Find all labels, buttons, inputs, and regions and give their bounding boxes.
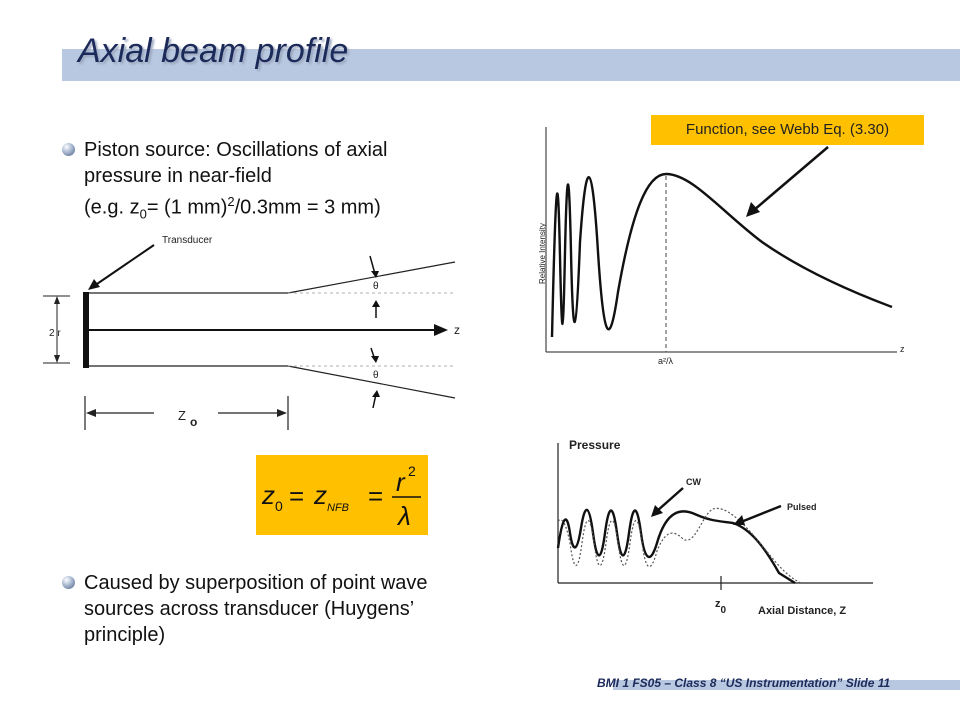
theta-label-bottom: θ (373, 370, 379, 381)
zo-main: Z (178, 408, 186, 423)
bullet-text-huygens (84, 570, 428, 648)
arrowhead (372, 390, 380, 397)
bullet-icon (62, 143, 75, 156)
bullet-line: Piston source: Oscillations of axial (84, 139, 388, 161)
cw-pointer-arrow (657, 488, 683, 511)
bullet-line-formula (84, 189, 387, 228)
bullet-line: pressure in near-field (84, 165, 272, 187)
transducer-element (83, 292, 89, 368)
bullet-line: principle) (84, 624, 166, 646)
pressure-plot (543, 433, 918, 628)
subscript: 0 (139, 206, 147, 222)
beam-divergence-top (288, 262, 455, 293)
pulsed-pointer-arrow (741, 506, 781, 522)
slide-title: Axial beam profile (78, 32, 349, 70)
arrowhead (746, 202, 760, 217)
formula-numerator: r (396, 467, 405, 497)
arrowhead (434, 324, 448, 336)
width-label: 2 r (49, 328, 61, 339)
relative-intensity-plot (532, 122, 930, 367)
arrowhead (86, 409, 96, 417)
zo-sub: o (189, 415, 198, 429)
superscript: 2 (227, 194, 235, 209)
y-axis-label: Pressure (569, 438, 621, 452)
pulsed-curve (558, 508, 801, 583)
cw-label: CW (686, 477, 701, 487)
callout-webb-equation: Function, see Webb Eq. (3.30) (651, 115, 924, 145)
callout-arrow (740, 140, 835, 220)
x-axis-label: z (900, 344, 905, 354)
z0-label (715, 598, 727, 616)
text: (e.g. z (84, 196, 140, 219)
transducer-pointer-arrow (94, 245, 154, 286)
arrowhead (54, 355, 60, 363)
formula-denominator: λ (398, 501, 411, 531)
arrowhead (733, 515, 745, 525)
intensity-curve (552, 174, 892, 337)
formula-znfb: z (314, 480, 327, 510)
axis-label-z: z (454, 323, 460, 337)
slide-footer: BMI 1 FS05 – Class 8 “US Instrumentation” Slide 11 (597, 676, 891, 690)
y-axis-label: Relative Intensity (538, 223, 547, 284)
near-field-formula (256, 455, 428, 535)
formula-z0: z (262, 480, 275, 510)
bullet-text-piston-source (84, 137, 387, 228)
text: /0.3mm = 3 mm) (234, 196, 381, 219)
x-axis-label: Axial Distance, Z (758, 605, 847, 617)
formula-znfb-sub: NFB (327, 502, 349, 514)
arrow-shaft (754, 147, 828, 210)
cw-curve (558, 510, 795, 583)
transducer-diagram (30, 228, 470, 438)
formula-equals: = (289, 481, 305, 511)
arrowhead (54, 296, 60, 304)
last-maximum-marker-label: a²/λ (658, 356, 674, 366)
near-field-formula-box (256, 455, 428, 535)
bullet-icon (62, 576, 75, 589)
z0-sub: 0 (720, 605, 727, 616)
beam-divergence-bottom (288, 366, 455, 398)
formula-equals: = (368, 481, 384, 511)
arrowhead (88, 279, 100, 290)
bullet-line: Caused by superposition of point wave (84, 572, 428, 594)
theta-label-top: θ (373, 281, 379, 292)
arrowhead (277, 409, 287, 417)
formula-z0-sub: 0 (275, 498, 283, 514)
arrowhead (372, 300, 380, 307)
zo-label (178, 408, 197, 429)
transducer-label: Transducer (162, 235, 213, 246)
bullet-line: sources across transducer (Huygens’ (84, 598, 415, 620)
z0-main: z (715, 598, 721, 610)
formula-numerator-sup: 2 (408, 463, 416, 479)
pulsed-label: Pulsed (787, 502, 817, 512)
arrowhead (371, 356, 379, 363)
text: = (1 mm) (146, 196, 228, 219)
